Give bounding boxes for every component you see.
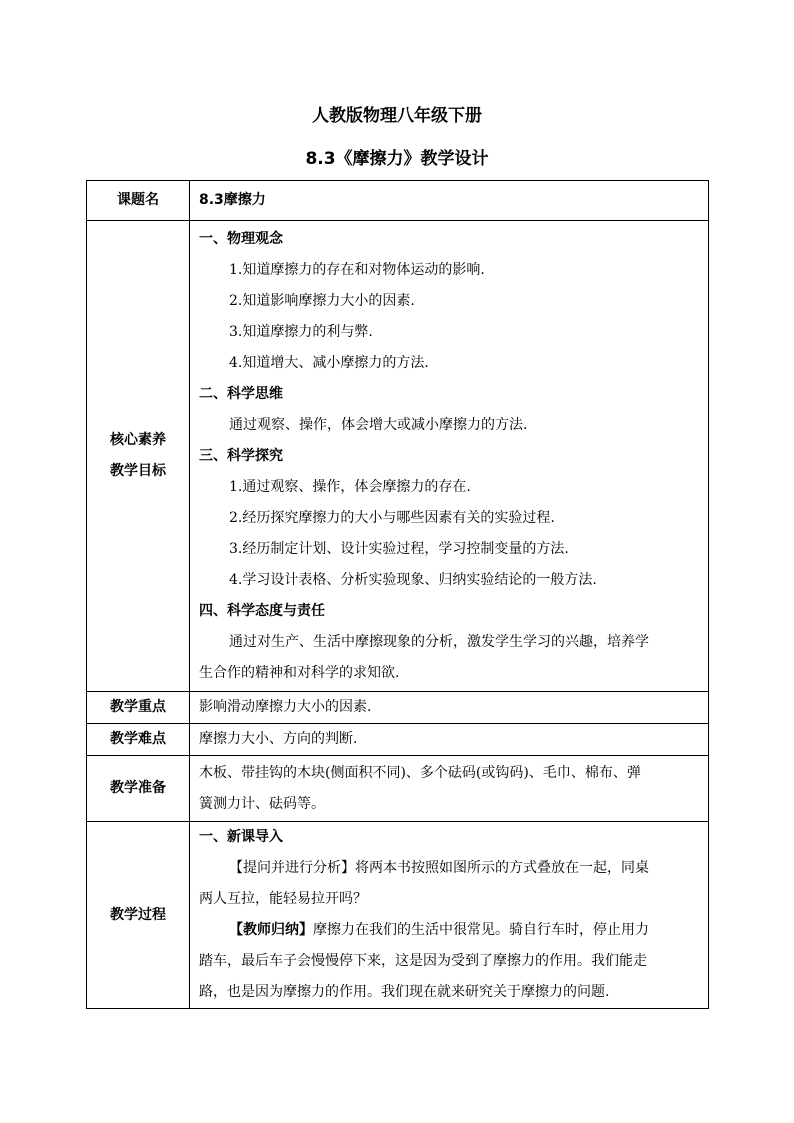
document-subtitle: 8.3《摩擦力》教学设计: [305, 149, 489, 169]
section-heading: 三、科学探究: [199, 447, 283, 464]
paragraph-line: 通过对生产、生活中摩擦现象的分析，激发学生学习的兴趣，培养学: [229, 633, 649, 650]
row-preparation: [87, 756, 709, 822]
label-topic: 课题名: [87, 181, 190, 221]
difficulty-value: 摩擦力大小、方向的判断.: [190, 724, 709, 756]
row-goals: [87, 221, 709, 692]
paragraph-text: 将两本书按照如图所示的方式叠放在一起，同桌: [355, 860, 649, 876]
topic-value: 8.3摩擦力: [190, 181, 709, 221]
row-key-point: [87, 692, 709, 724]
goal-item: 3.经历制定计划、设计实验过程，学习控制变量的方法.: [229, 540, 569, 557]
paragraph-tag: 【提问并进行分析】: [229, 860, 355, 876]
row-process: [87, 822, 709, 1009]
label-preparation: 教学准备: [87, 756, 190, 822]
paragraph-line: 生合作的精神和对科学的求知欲.: [199, 664, 400, 681]
label-goals-line2: 教学目标: [110, 463, 166, 479]
preparation-line: 簧测力计、砝码等。: [199, 795, 325, 812]
preparation-line: 木板、带挂钩的木块(侧面积不同)、多个砝码(或钩码)、毛巾、棉布、弹: [199, 764, 641, 781]
paragraph-line: 两人互拉，能轻易拉开吗？: [199, 891, 367, 907]
paragraph-text: 摩擦力在我们的生活中很常见。骑自行车时，停止用力: [313, 922, 649, 938]
label-goals-line1: 核心素养: [110, 432, 166, 448]
row-difficulty: [87, 724, 709, 756]
section-heading: 一、物理观念: [199, 230, 283, 247]
lesson-plan-table: [86, 180, 709, 1009]
row-topic: [87, 181, 709, 221]
goal-item: 1.通过观察、操作，体会摩擦力的存在.: [229, 478, 471, 495]
paragraph-line: 踏车，最后车子会慢慢停下来，这是因为受到了摩擦力的作用。我们能走: [199, 953, 647, 969]
goal-item: 2.知道影响摩擦力大小的因素.: [229, 292, 415, 309]
goal-item: 通过观察、操作，体会增大或减小摩擦力的方法.: [229, 416, 528, 433]
paragraph-line: [199, 915, 702, 946]
paragraph-line: [199, 853, 702, 884]
paragraph-line: 路，也是因为摩擦力的作用。我们现在就来研究关于摩擦力的问题.: [199, 984, 610, 1000]
preparation-content: [190, 756, 709, 822]
goal-item: 1.知道摩擦力的存在和对物体运动的影响.: [229, 261, 485, 278]
label-process: 教学过程: [87, 822, 190, 1009]
process-content: [190, 822, 709, 1009]
goals-content: [190, 221, 709, 692]
goal-item: 3.知道摩擦力的利与弊.: [229, 323, 373, 340]
label-difficulty: 教学难点: [87, 724, 190, 756]
paragraph-tag: 【教师归纳】: [229, 922, 313, 938]
key-point-value: 影响滑动摩擦力大小的因素.: [190, 692, 709, 724]
label-goals: [87, 221, 190, 692]
document-title: 人教版物理八年级下册: [312, 106, 482, 126]
section-heading: 二、科学思维: [199, 385, 283, 402]
section-heading: 一、新课导入: [199, 829, 283, 845]
label-key-point: 教学重点: [87, 692, 190, 724]
goal-item: 4.学习设计表格、分析实验现象、归纳实验结论的一般方法.: [229, 571, 597, 588]
goal-item: 2.经历探究摩擦力的大小与哪些因素有关的实验过程.: [229, 509, 555, 526]
goal-item: 4.知道增大、减小摩擦力的方法.: [229, 354, 429, 371]
section-heading: 四、科学态度与责任: [199, 602, 325, 619]
